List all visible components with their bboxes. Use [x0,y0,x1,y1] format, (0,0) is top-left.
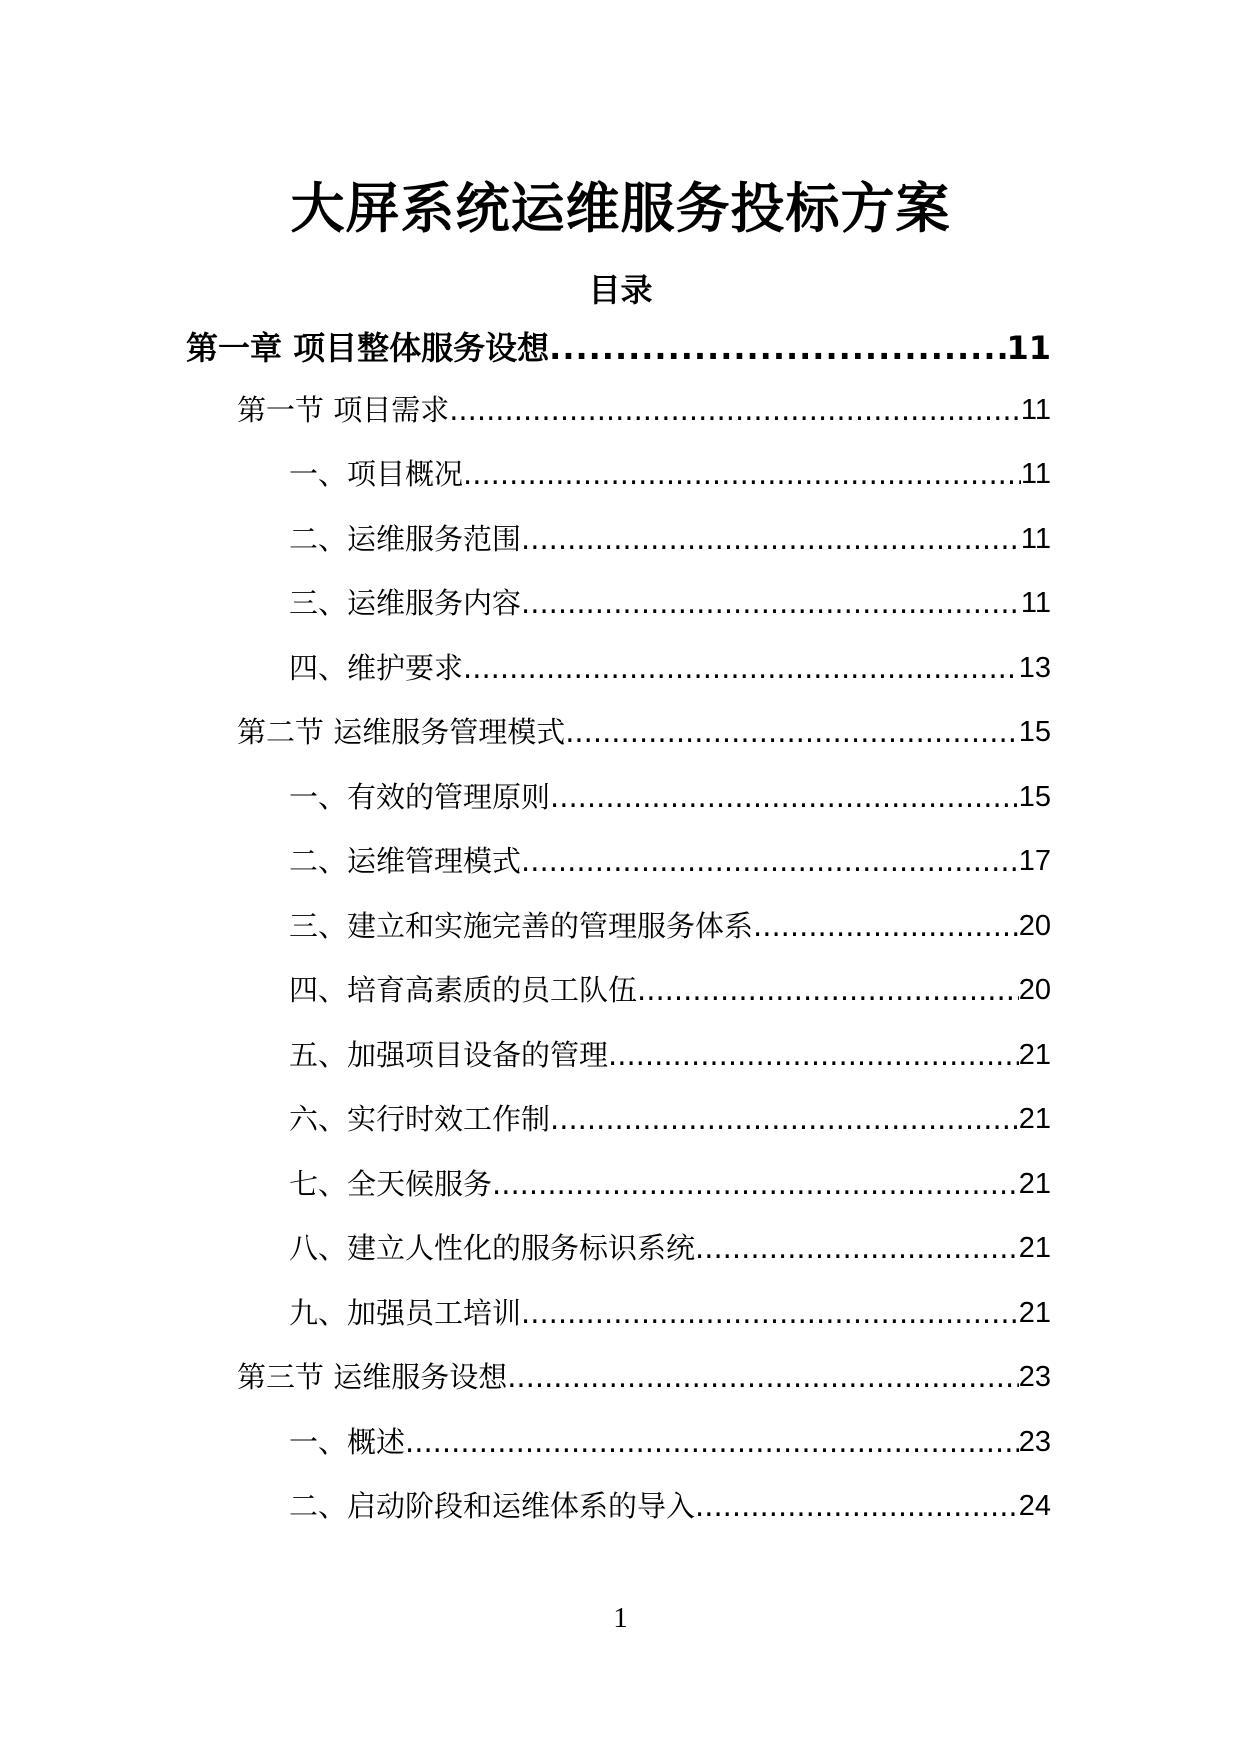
page-number: 1 [613,1602,628,1634]
toc-leader-dots [695,1484,1019,1528]
toc-entry-page: 20 [1018,974,1051,1006]
toc-entry-page: 11 [1020,394,1051,426]
toc-entry-page: 15 [1018,781,1051,813]
toc-entry-chapter[interactable] [186,326,1051,370]
toc-leader-dots [405,1420,1019,1464]
toc-entry-title: 第一章 项目整体服务设想 [186,329,550,367]
toc-entry-title: 二、启动阶段和运维体系的导入 [289,1489,696,1523]
toc-entry-title: 五、加强项目设备的管理 [289,1038,609,1072]
toc-entry-subsection[interactable] [289,904,1051,948]
toc-leader-dots [608,1033,1019,1077]
toc-entry-title: 第三节 运维服务设想 [237,1360,508,1394]
toc-entry-page: 13 [1018,652,1051,684]
toc-entry-subsection[interactable] [289,1226,1051,1270]
toc-entry-subsection[interactable] [289,1420,1051,1464]
toc-entry-title: 第二节 运维服务管理模式 [237,715,566,749]
toc-entry-subsection[interactable] [289,775,1051,819]
toc-entry-page: 24 [1018,1490,1051,1522]
toc-entry-title: 三、建立和实施完善的管理服务体系 [289,909,754,943]
document-title: 大屏系统运维服务投标方案 [290,177,951,240]
toc-leader-dots [565,710,1019,754]
toc-entry-page: 21 [1018,1103,1051,1135]
toc-entry-page: 21 [1018,1232,1051,1264]
toc-entry-subsection[interactable] [289,1162,1051,1206]
toc-entry-title: 六、实行时效工作制 [289,1102,551,1136]
toc-leader-dots [550,1097,1019,1141]
toc-entry-title: 七、全天候服务 [289,1167,493,1201]
toc-leader-dots [463,452,1021,496]
toc-heading: 目录 [588,271,653,309]
toc-leader-dots [492,1162,1019,1206]
toc-leader-dots [463,646,1019,690]
toc-entry-title: 一、项目概况 [289,457,464,491]
toc-entry-page: 23 [1018,1426,1051,1458]
toc-entry-title: 第一节 项目需求 [237,393,450,427]
toc-entry-page: 11 [1020,523,1051,555]
toc-leader-dots [753,904,1019,948]
toc-entry-title: 三、运维服务内容 [289,586,522,620]
toc-entry-section[interactable] [237,710,1051,754]
toc-entry-subsection[interactable] [289,452,1051,496]
toc-entry-page: 20 [1018,910,1051,942]
toc-entry-subsection[interactable] [289,1097,1051,1141]
toc-entry-section[interactable] [237,1355,1051,1399]
toc-entry-page: 21 [1018,1168,1051,1200]
toc-entry-page: 15 [1018,716,1051,748]
toc-entry-subsection[interactable] [289,1033,1051,1077]
toc-leader-dots [521,517,1021,561]
toc-leader-dots [549,326,1006,370]
toc-leader-dots [521,839,1019,883]
toc-leader-dots [507,1355,1019,1399]
toc-entry-title: 九、加强员工培训 [289,1296,522,1330]
toc-leader-dots [449,388,1021,432]
toc-entry-page: 11 [1006,329,1051,367]
toc-entry-subsection[interactable] [289,581,1051,625]
toc-entry-title: 一、有效的管理原则 [289,780,551,814]
toc-leader-dots [550,775,1019,819]
toc-entry-title: 八、建立人性化的服务标识系统 [289,1231,696,1265]
toc-leader-dots [695,1226,1019,1270]
toc-entry-subsection[interactable] [289,1291,1051,1335]
toc-entry-title: 二、运维服务范围 [289,522,522,556]
toc-entry-page: 21 [1018,1039,1051,1071]
toc-entry-title: 二、运维管理模式 [289,844,522,878]
toc-entry-subsection[interactable] [289,839,1051,883]
toc-entry-subsection[interactable] [289,968,1051,1012]
toc-leader-dots [637,968,1019,1012]
toc-entry-title: 四、培育高素质的员工队伍 [289,973,638,1007]
toc-entry-section[interactable] [237,388,1051,432]
toc-entry-subsection[interactable] [289,1484,1051,1528]
toc-entry-page: 21 [1018,1297,1051,1329]
toc-entry-page: 11 [1020,587,1051,619]
toc-entry-title: 四、维护要求 [289,651,464,685]
toc-leader-dots [521,1291,1019,1335]
toc-entry-page: 17 [1018,845,1051,877]
toc-entry-page: 11 [1020,458,1051,490]
toc-entry-title: 一、概述 [289,1425,406,1459]
toc-entry-subsection[interactable] [289,517,1051,561]
toc-entry-subsection[interactable] [289,646,1051,690]
toc-leader-dots [521,581,1021,625]
toc-entry-page: 23 [1018,1361,1051,1393]
